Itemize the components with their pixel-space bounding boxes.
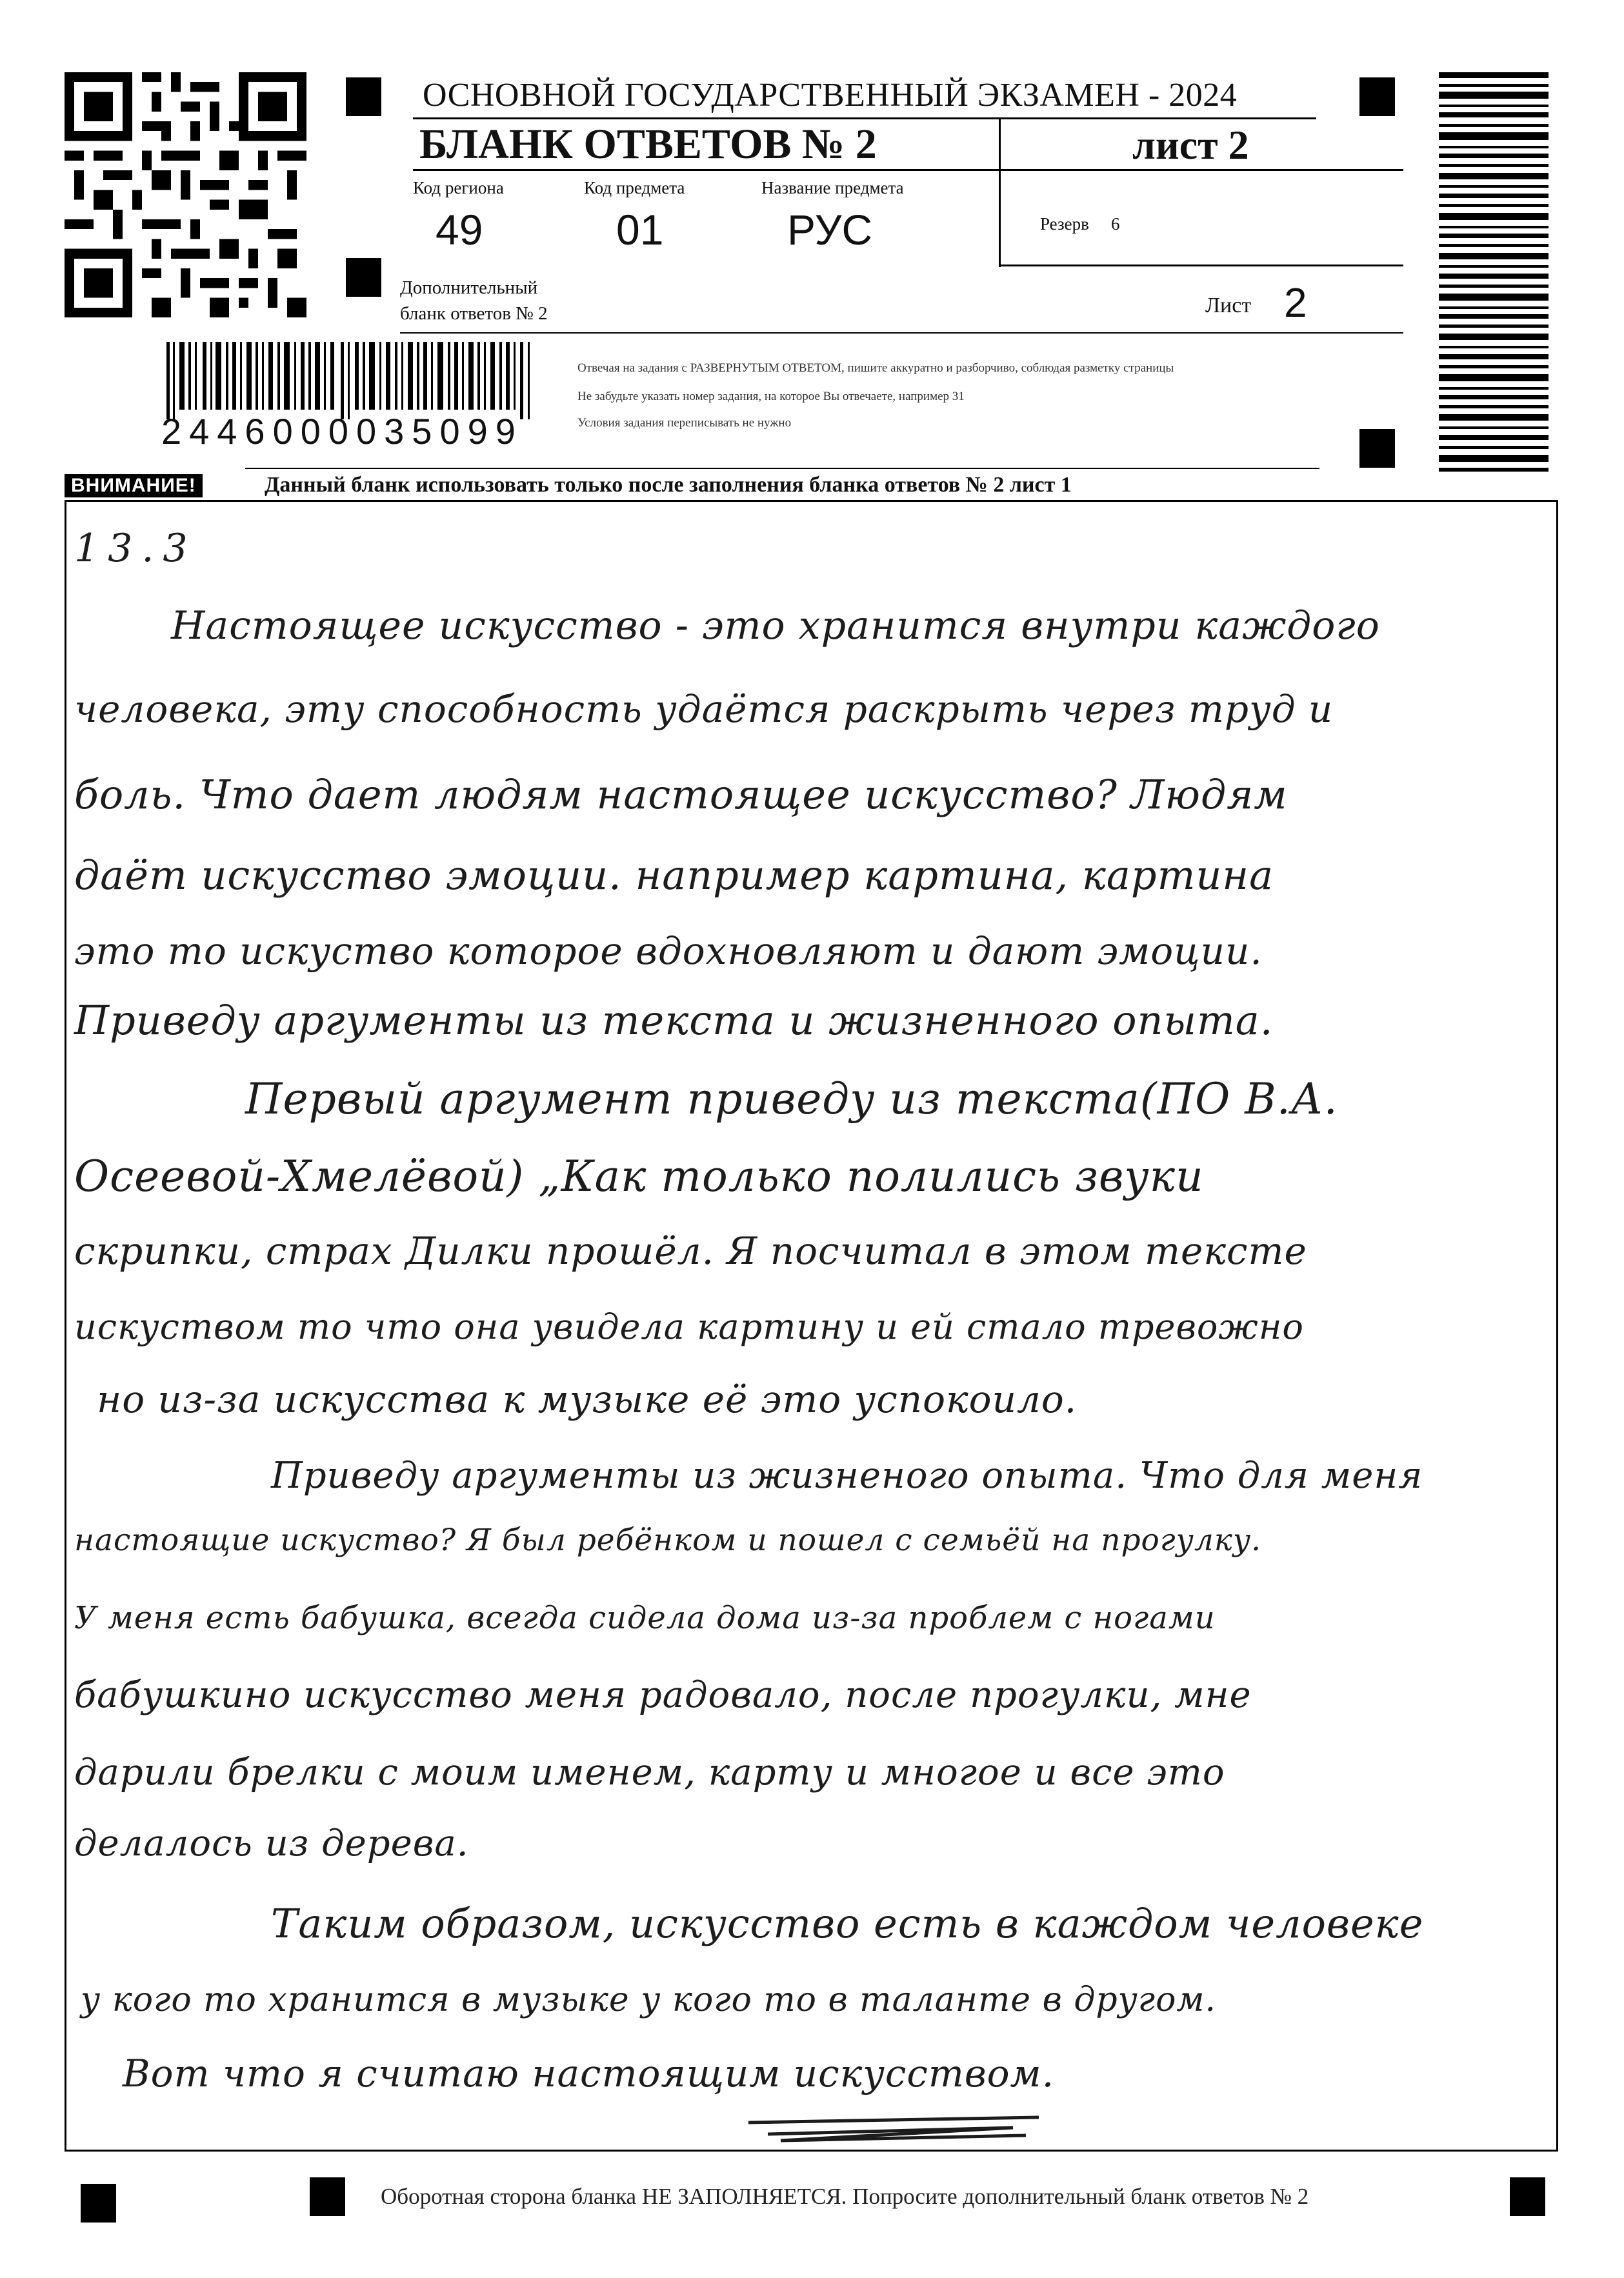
reserve-value: 6 xyxy=(1111,214,1120,234)
answer-line-3: боль. Что дает людям настоящее искусство? Людям xyxy=(74,771,1288,818)
form-barcode xyxy=(166,342,537,419)
answer-line-11: но из-за искусства к музыке её это успокоило. xyxy=(97,1377,1078,1421)
marker-square-top-right xyxy=(1359,77,1395,116)
answer-line-4: даёт искусство эмоции. например картина, картина xyxy=(74,852,1274,899)
answer-line-20: Вот что я считаю настоящим искусством. xyxy=(123,2052,1055,2095)
side-barcode xyxy=(1439,72,1549,475)
answer-line-14: У меня есть бабушка, всегда сидела дома из-за проблем с ногами xyxy=(74,1600,1216,1636)
answer-line-12: Приведу аргументы из жизненого опыта. Что для меня xyxy=(271,1455,1423,1497)
marker-square-mid-left xyxy=(346,258,381,297)
marker-square-mid-right xyxy=(1359,429,1395,468)
task-number: 13.3 xyxy=(74,526,197,571)
attention-text: Данный бланк использовать только после заполнения бланка ответов № 2 лист 1 xyxy=(265,473,1072,497)
list-number: 2 xyxy=(1284,279,1307,326)
subject-name-label: Название предмета xyxy=(761,178,904,197)
sheet-label: лист 2 xyxy=(1132,122,1249,168)
answer-line-9: скрипки, страх Дилки прошёл. Я посчитал в этом тексте xyxy=(74,1229,1307,1273)
answer-line-15: бабушкино искусство меня радовало, после прогулки, мне xyxy=(74,1674,1252,1716)
answer-line-17: делалось из дерева. xyxy=(74,1823,469,1864)
subject-name-value: РУС xyxy=(787,206,873,254)
answer-line-5: это то искуство которое вдохновляют и дают эмоции. xyxy=(74,929,1263,973)
subject-code-value: 01 xyxy=(616,206,664,254)
answer-line-2: человека, эту способность удаётся раскрыть через труд и xyxy=(74,687,1334,731)
qr-code xyxy=(65,72,306,317)
answer-line-18: Таким образом, искусство есть в каждом человеке xyxy=(271,1900,1424,1947)
answer-line-8: Осеевой-Хмелёвой) „Как только полились звуки xyxy=(74,1152,1204,1201)
subject-code-label: Код предмета xyxy=(584,178,685,197)
instruction-line-3: Условия задания переписывать не нужно xyxy=(577,416,792,430)
attention-badge: ВНИМАНИЕ! xyxy=(65,474,203,497)
answer-line-10: искуством то что она увидела картину и ей стало тревожно xyxy=(74,1306,1304,1347)
additional-form-label-2: бланк ответов № 2 xyxy=(400,303,548,324)
instruction-line-2: Не забудьте указать номер задания, на которое Вы отвечаете, например 31 xyxy=(577,390,965,403)
exam-title: ОСНОВНОЙ ГОСУДАРСТВЕННЫЙ ЭКЗАМЕН - 2024 xyxy=(423,77,1238,114)
marker-square-bottom-3 xyxy=(1510,2177,1545,2216)
answer-line-7: Первый аргумент приведу из текста(ПО В.А. xyxy=(245,1074,1338,1124)
barcode-number: 2446000035099 xyxy=(161,411,523,452)
answer-line-6: Приведу аргументы из текста и жизненного опыта. xyxy=(74,997,1274,1044)
instruction-line-1: Отвечая на задания с РАЗВЕРНУТЫМ ОТВЕТОМ, пишите аккуратно и разборчиво, соблюдая разметку страницы xyxy=(577,361,1174,375)
answer-line-19: у кого то хранится в музыке у кого то в таланте в другом. xyxy=(81,1981,1217,2019)
region-code-label: Код региона xyxy=(413,178,504,197)
answer-line-1: Настоящее искусство - это хранится внутри каждого xyxy=(171,603,1380,648)
reserve-label: Резерв xyxy=(1040,214,1089,234)
additional-form-label-1: Дополнительный xyxy=(400,277,538,298)
marker-square-top-left xyxy=(346,77,381,116)
list-label: Лист xyxy=(1205,294,1252,317)
marker-square-bottom-2 xyxy=(310,2177,345,2216)
closing-underline xyxy=(742,2110,1052,2155)
region-code-value: 49 xyxy=(436,206,483,254)
marker-square-bottom-1 xyxy=(81,2184,116,2223)
answer-line-13: настоящие искуство? Я был ребёнком и пошел с семьёй на прогулку. xyxy=(74,1523,1262,1558)
form-title: БЛАНК ОТВЕТОВ № 2 xyxy=(419,121,877,168)
answer-line-16: дарили брелки с моим именем, карту и многое и все это xyxy=(74,1752,1225,1793)
footer-text: Оборотная сторона бланка НЕ ЗАПОЛНЯЕТСЯ. Попросите дополнительный бланк ответов № 2 xyxy=(381,2184,1309,2209)
